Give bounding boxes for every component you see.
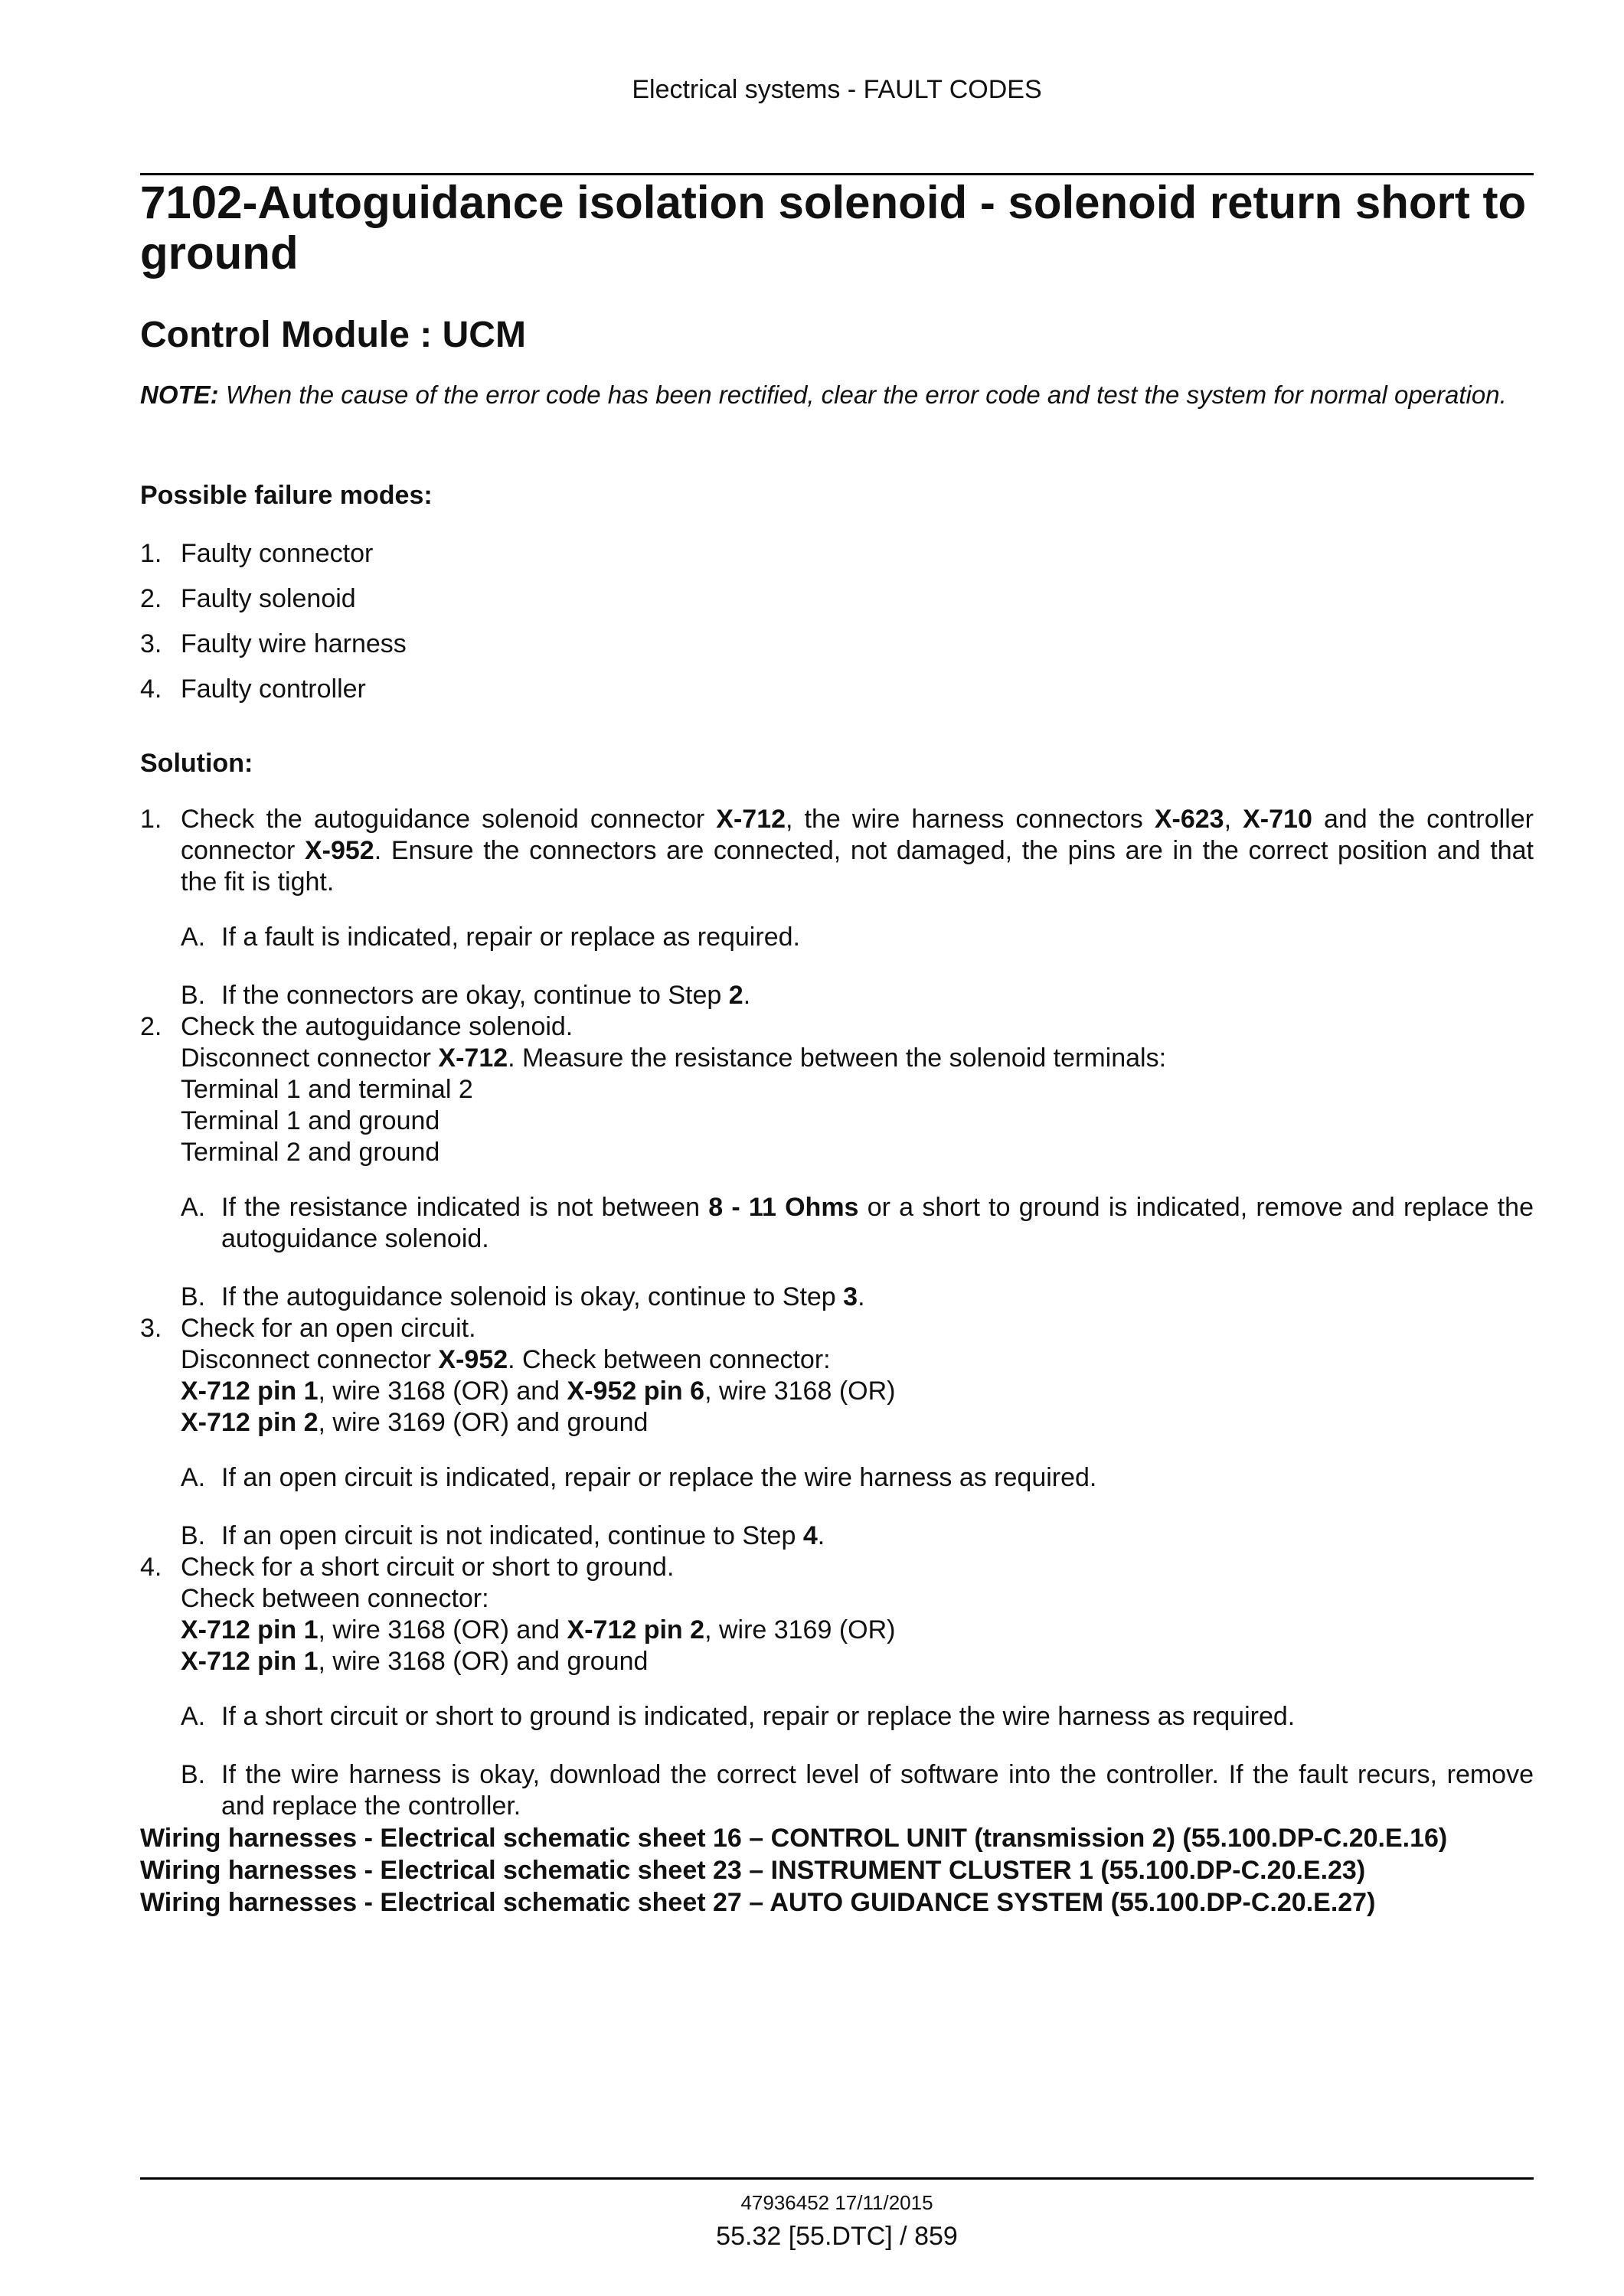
footer-page-ref: 55.32 [55.DTC] / 859 [716,2222,958,2251]
list-text: Faulty controller [181,674,366,704]
step-line [181,1376,1534,1407]
option-letter: B. [181,1760,206,1789]
step-ref: 2 [728,981,743,1010]
step-line [181,1615,1534,1646]
module-label: Control Module : [140,315,433,355]
text-run: . Ensure the connectors are connected, not damaged, the pins are in the correct position and that the fit is tight. [181,836,1534,897]
step-1-option-b [181,980,1534,1011]
solution-step-1 [140,804,1534,1011]
option-letter: B. [181,1521,206,1550]
step-line: Check for an open circuit. [181,1314,476,1343]
option-text: If a short circuit or short to ground is indicated, repair or replace the wire harness as required. [221,1702,1296,1731]
step-3-option-b [181,1520,1534,1552]
text-run: , wire 3168 (OR) and [318,1377,567,1406]
reference-link[interactable]: Wiring harnesses - Electrical schematic sheet 16 – CONTROL UNIT (transmission 2) (55.100.DP-C.20.E.16) [140,1824,1448,1853]
step-3-option-a [181,1462,1534,1494]
pin-ref: X-712 pin 1 [181,1615,319,1644]
option-letter: B. [181,981,206,1010]
step-line: Terminal 1 and ground [181,1106,440,1135]
pin-ref: X-712 pin 2 [567,1615,705,1644]
text-run: or a short to ground is indicated, remove and replace the autoguidance solenoid. [221,1193,1534,1253]
list-item [140,671,407,717]
option-letter: A. [181,923,206,952]
text-run: . [858,1282,865,1311]
module-name: UCM [442,315,526,355]
running-head: Electrical systems - FAULT CODES [632,75,1042,104]
option-text: If the connectors are okay, continue to Step [221,981,729,1010]
text-run: Check the autoguidance solenoid connector [181,805,717,834]
text-run: Disconnect connector [181,1043,439,1073]
text-run: , wire 3169 (OR) and ground [318,1408,649,1437]
step-number: 2. [140,1012,162,1041]
pin-ref: X-712 pin 2 [181,1408,319,1437]
text-run: , wire 3168 (OR) and [318,1615,567,1644]
text-run: , wire 3168 (OR) [704,1377,896,1406]
option-letter: A. [181,1702,206,1731]
text-run: If the resistance indicated is not between [221,1193,709,1222]
document-page [140,0,1534,2296]
connector-ref: X-952 [304,836,374,865]
step-line: Check the autoguidance solenoid. [181,1012,573,1041]
list-number: 1. [140,539,162,568]
resistance-value: 8 - 11 Ohms [708,1193,859,1222]
list-item [140,626,407,671]
step-line: Check for a short circuit or short to ground. [181,1553,675,1582]
connector-ref: X-712 [438,1043,508,1073]
step-line [181,1043,1534,1074]
page-title: 7102-Autoguidance isolation solenoid - solenoid return short to ground [140,177,1527,279]
step-line [181,1344,1534,1376]
step-line: Check between connector: [181,1584,489,1613]
solution-step-4 [140,1552,1534,1822]
list-text: Faulty wire harness [181,629,407,658]
connector-ref: X-623 [1154,805,1224,834]
connector-ref: X-712 [716,805,786,834]
connector-ref: X-710 [1243,805,1312,834]
solution-step-2 [140,1011,1534,1313]
text-run: and the controller connector [181,805,1534,865]
list-number: 3. [140,629,162,658]
step-line [181,1407,1534,1439]
step-2-option-b [181,1282,1534,1313]
list-text: Faulty connector [181,539,374,568]
option-text: If the wire harness is okay, download the correct level of software into the controller. If the fault recurs, remove and replace the controller. [221,1760,1534,1821]
solution-heading: Solution: [140,749,253,778]
option-text: If the autoguidance solenoid is okay, continue to Step [221,1282,844,1311]
reference-link[interactable]: Wiring harnesses - Electrical schematic sheet 23 – INSTRUMENT CLUSTER 1 (55.100.DP-C.20.E.23) [140,1856,1366,1885]
failure-modes-heading: Possible failure modes: [140,481,433,510]
text-run: , wire 3169 (OR) [704,1615,896,1644]
failure-modes-list [140,536,407,717]
step-4-option-b [181,1759,1534,1822]
text-run: , [1224,805,1243,834]
list-item [140,536,407,581]
option-letter: A. [181,1193,206,1222]
text-run: . [817,1521,825,1550]
wiring-references [140,1822,1534,1919]
footer-doc-id: 47936452 17/11/2015 [740,2191,933,2214]
note-paragraph [140,380,1534,410]
step-1-option-a [181,922,1534,953]
header-rule [140,173,1534,175]
option-text: If a fault is indicated, repair or replace as required. [221,923,800,952]
step-2-option-a [181,1192,1534,1255]
step-ref: 3 [843,1282,858,1311]
text-run: . [743,981,751,1010]
pin-ref: X-712 pin 1 [181,1377,319,1406]
step-line: Terminal 2 and ground [181,1138,440,1167]
reference-link[interactable]: Wiring harnesses - Electrical schematic sheet 27 – AUTO GUIDANCE SYSTEM (55.100.DP-C.20.E.27) [140,1888,1376,1917]
step-number: 3. [140,1314,162,1343]
step-number: 4. [140,1553,162,1582]
option-text: If an open circuit is indicated, repair or replace the wire harness as required. [221,1463,1097,1492]
control-module-heading [140,314,526,357]
step-4-option-a [181,1701,1534,1733]
footer-rule [140,2177,1534,2180]
list-number: 2. [140,584,162,613]
connector-ref: X-952 [438,1345,508,1374]
list-item [140,581,407,626]
list-number: 4. [140,674,162,704]
text-run: Disconnect connector [181,1345,439,1374]
solution-step-3 [140,1313,1534,1552]
pin-ref: X-952 pin 6 [567,1377,705,1406]
text-run: , wire 3168 (OR) and ground [318,1647,649,1676]
step-number: 1. [140,805,162,834]
option-letter: A. [181,1463,206,1492]
text-run: . Measure the resistance between the solenoid terminals: [508,1043,1167,1073]
solution-steps [140,804,1534,1919]
option-letter: B. [181,1282,206,1311]
step-ref: 4 [802,1521,818,1550]
note-label: NOTE: [140,380,219,409]
option-text: If an open circuit is not indicated, continue to Step [221,1521,803,1550]
text-run: , the wire harness connectors [786,805,1155,834]
step-text [181,804,1534,898]
step-line: Terminal 1 and terminal 2 [181,1075,473,1104]
text-run: . Check between connector: [508,1345,831,1374]
step-line [181,1646,1534,1677]
note-text: When the cause of the error code has been rectified, clear the error code and test the system for normal operation. [218,380,1507,409]
list-text: Faulty solenoid [181,584,356,613]
pin-ref: X-712 pin 1 [181,1647,319,1676]
